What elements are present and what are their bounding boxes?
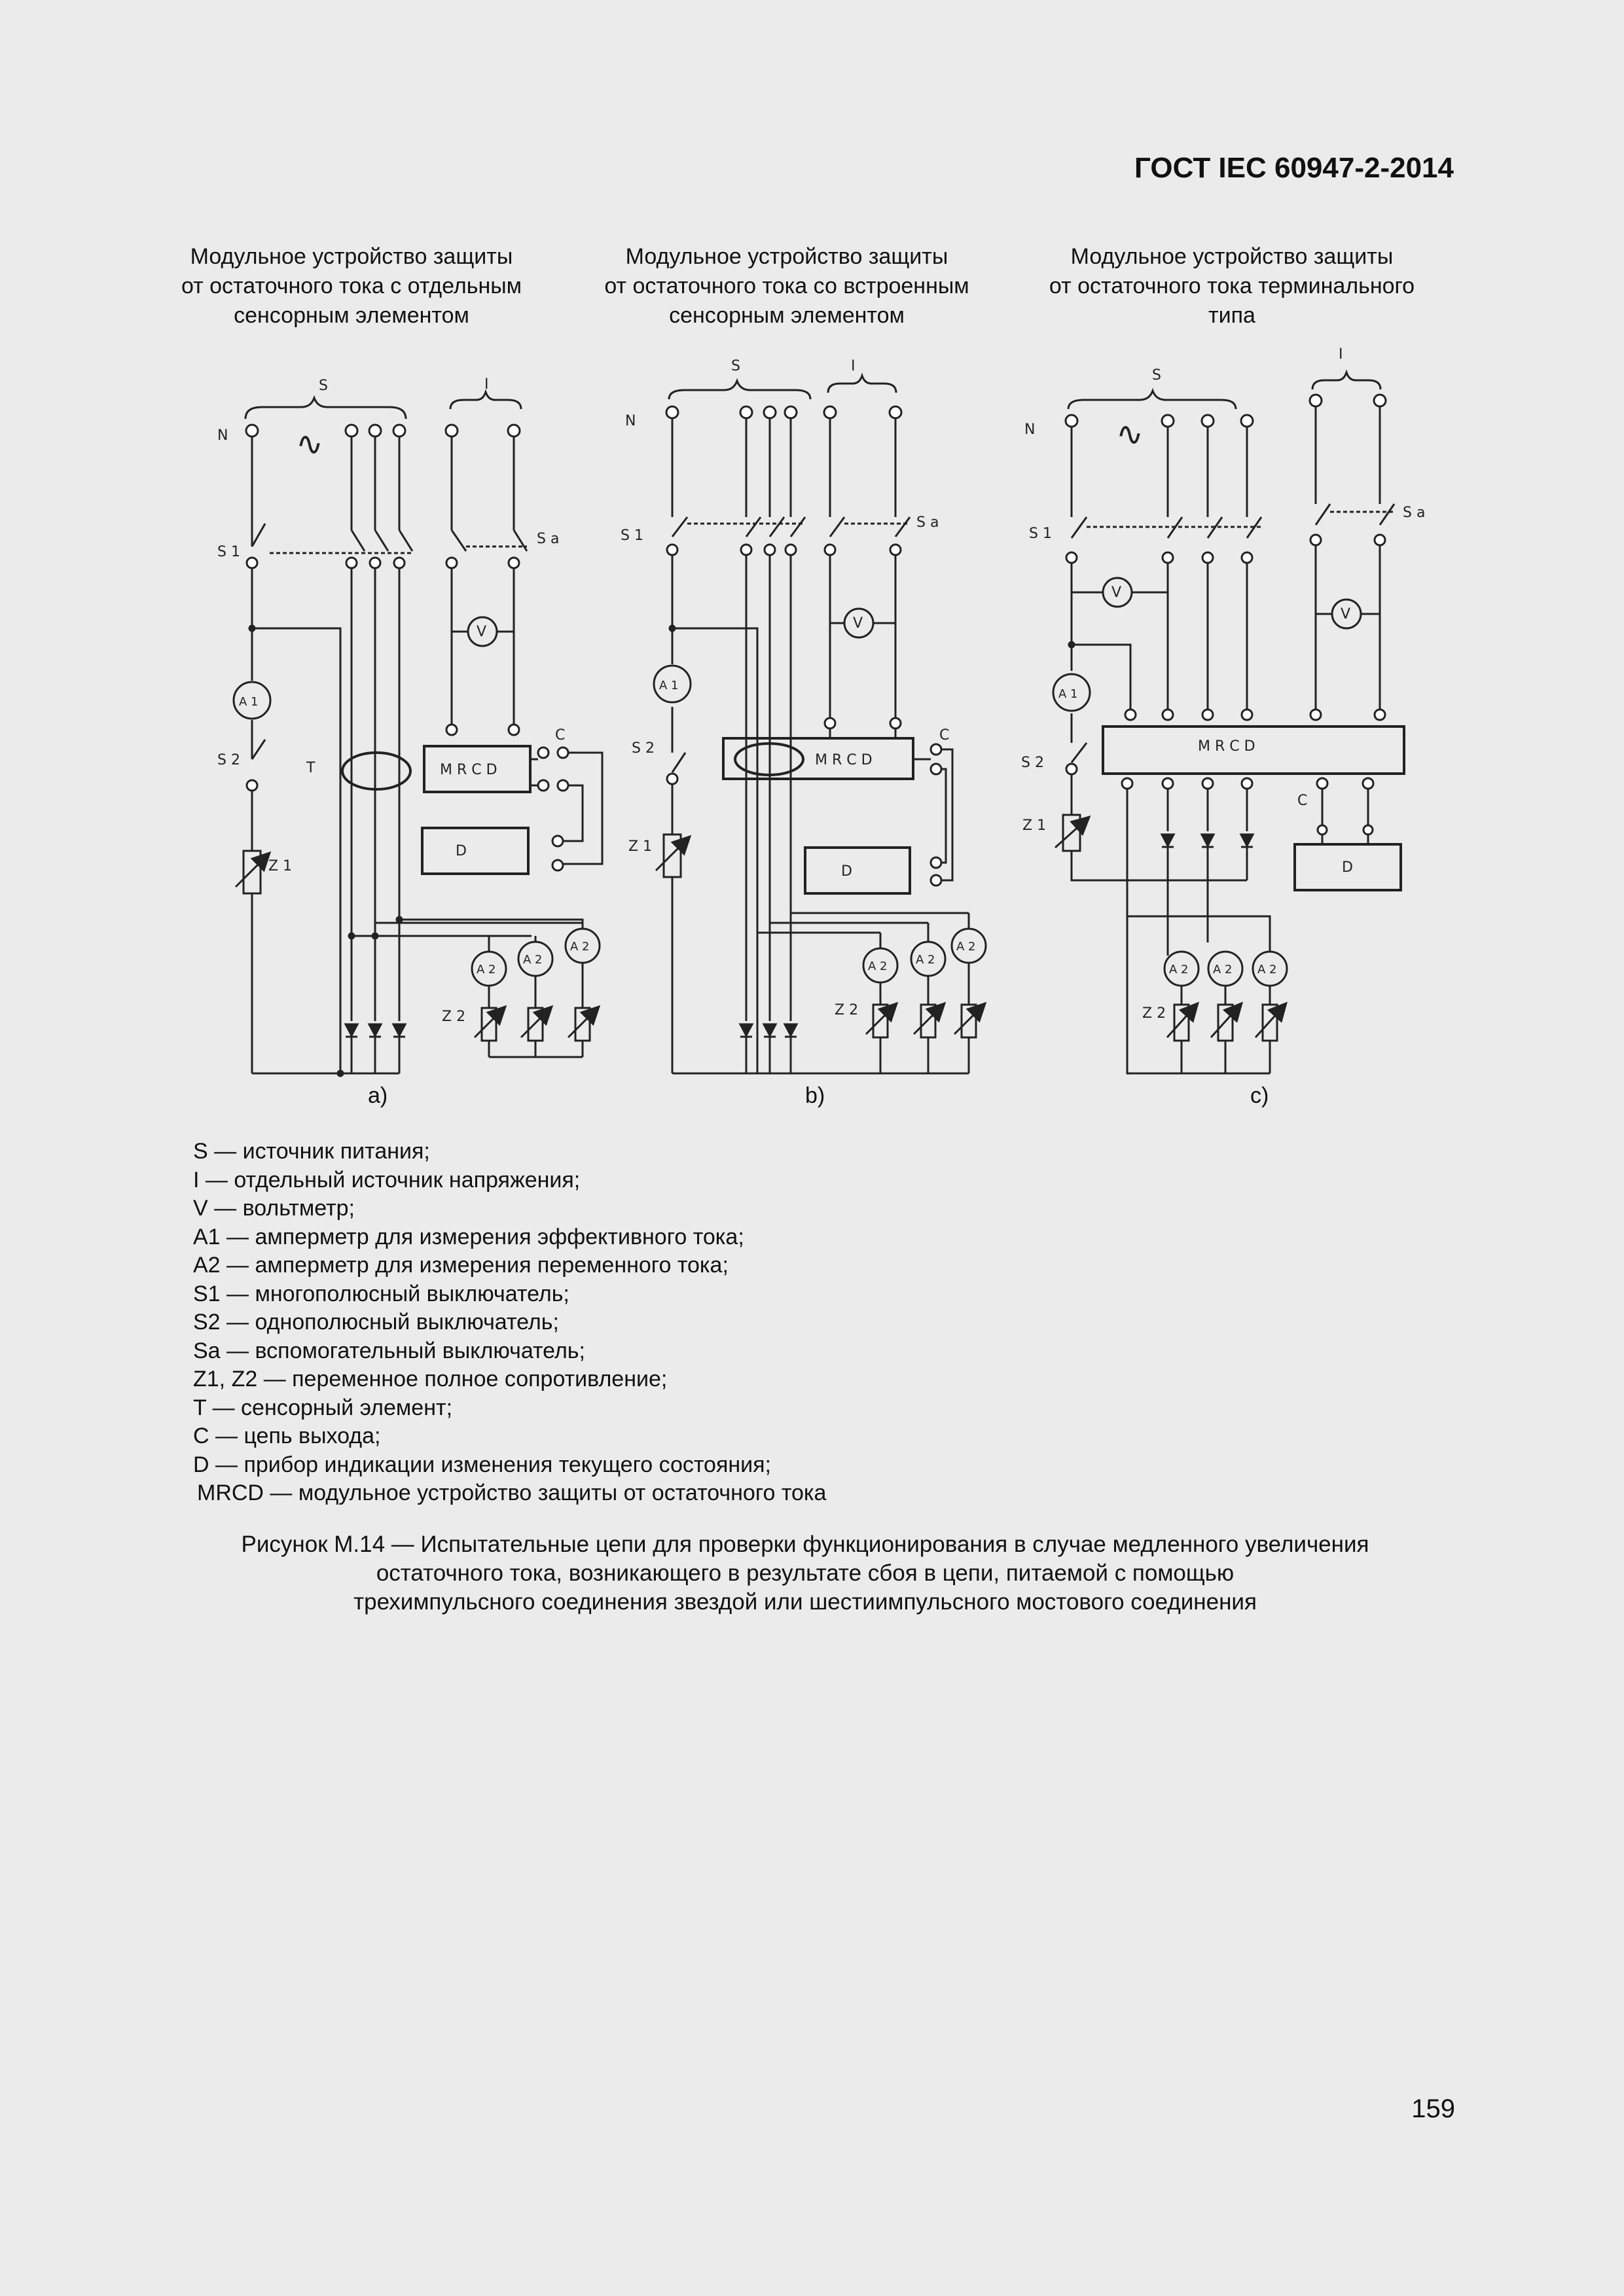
legend-item: V — вольтметр; <box>193 1196 355 1221</box>
label-sa: S a <box>916 514 939 531</box>
title-line: сенсорным элементом <box>234 303 469 328</box>
label-mrcd: M R C D <box>440 762 497 778</box>
label-z1: Z 1 <box>268 858 293 874</box>
title-line: от остаточного тока с отдельным <box>181 274 522 298</box>
legend-item: S2 — однополюсный выключатель; <box>193 1310 559 1335</box>
terminal <box>446 425 458 437</box>
label-a2: A 2 <box>1257 963 1277 977</box>
label-t: T <box>306 760 316 776</box>
legend-item: S1 — многополюсный выключатель; <box>193 1281 569 1306</box>
diagram-c-labels <box>1021 346 1425 1022</box>
title-line: Модульное устройство защиты <box>1070 244 1394 269</box>
label-s: S <box>319 378 328 394</box>
label-d: D <box>841 863 852 880</box>
sublabel-b: b) <box>805 1083 825 1108</box>
brace-s <box>1068 391 1236 409</box>
label-v: V <box>853 615 863 632</box>
label-z1: Z 1 <box>628 838 653 855</box>
label-z2: Z 2 <box>835 1002 859 1018</box>
label-z1: Z 1 <box>1022 817 1047 834</box>
diagram-a <box>234 392 602 1076</box>
brace-s <box>669 381 810 399</box>
label-a2: A 2 <box>477 963 496 977</box>
label-i: I <box>851 358 856 374</box>
standard-header: ГОСТ IEC 60947-2-2014 <box>1134 152 1454 184</box>
caption-line: Рисунок M.14 — Испытательные цепи для проверки функционирования в случае медленного увеличения <box>241 1532 1369 1557</box>
label-v: V <box>477 624 487 640</box>
label-sa: S a <box>537 531 560 547</box>
caption-line: остаточного тока, возникающего в результате сбоя в цепи, питаемой с помощью <box>376 1560 1235 1586</box>
sublabel-a: a) <box>368 1083 388 1108</box>
legend-item: T — сенсорный элемент; <box>193 1395 453 1420</box>
label-c: C <box>1297 793 1308 809</box>
figure-caption <box>151 1530 1460 1617</box>
label-a2: A 2 <box>956 940 976 954</box>
title-line: сенсорным элементом <box>669 303 905 328</box>
label-s1: S 1 <box>217 544 240 560</box>
legend-item: A1 — амперметр для измерения эффективного тока; <box>193 1224 744 1249</box>
brace-i <box>828 376 896 393</box>
circuit-diagrams <box>0 0 1624 1113</box>
label-a1: A 1 <box>239 695 259 709</box>
label-s2: S 2 <box>1021 755 1044 771</box>
legend-item: Sa — вспомогательный выключатель; <box>193 1338 585 1363</box>
indicator-d-box <box>805 848 910 893</box>
label-sa: S a <box>1403 505 1426 521</box>
label-c: C <box>939 727 950 744</box>
page-number: 159 <box>1411 2094 1455 2123</box>
label-n: N <box>217 427 228 444</box>
title-line: типа <box>1208 303 1255 328</box>
legend-item: S — источник питания; <box>193 1139 430 1164</box>
title-line: Модульное устройство защиты <box>625 244 948 269</box>
label-s1: S 1 <box>1029 526 1052 542</box>
label-s2: S 2 <box>217 752 240 768</box>
indicator-d-box <box>422 828 528 874</box>
impedance-z1 <box>664 834 681 877</box>
label-a1: A 1 <box>1058 687 1078 701</box>
terminal <box>369 425 381 437</box>
legend-item: C — цепь выхода; <box>193 1424 381 1448</box>
terminal <box>246 425 258 437</box>
legend <box>193 1138 826 1508</box>
label-i: I <box>484 376 489 393</box>
impedance-z1 <box>244 851 261 893</box>
label-a2: A 2 <box>868 960 888 973</box>
title-line: от остаточного тока терминального <box>1049 274 1415 298</box>
label-v: V <box>1341 606 1351 622</box>
label-a2: A 2 <box>1169 963 1189 977</box>
label-z2: Z 2 <box>442 1009 466 1025</box>
caption-line: трехимпульсного соединения звездой или шестиимпульсного мостового соединения <box>353 1589 1257 1615</box>
label-tilde: ∿ <box>296 425 323 463</box>
label-a2: A 2 <box>570 940 590 954</box>
sublabel-c: c) <box>1250 1083 1269 1108</box>
label-d: D <box>456 843 467 859</box>
wire <box>252 628 340 1073</box>
label-s1: S 1 <box>621 528 643 544</box>
label-n: N <box>1024 422 1036 438</box>
label-mrcd: M R C D <box>815 752 873 768</box>
title-line: от остаточного тока со встроенным <box>604 274 969 298</box>
diagram-a-labels <box>217 376 590 1025</box>
legend-item: A2 — амперметр для измерения переменного тока; <box>193 1253 729 1278</box>
label-z2: Z 2 <box>1142 1005 1166 1022</box>
label-v: V <box>1111 584 1122 601</box>
terminal <box>508 425 520 437</box>
brace-i <box>1312 372 1380 389</box>
label-s2: S 2 <box>632 740 655 757</box>
label-s: S <box>1152 367 1161 384</box>
label-a2: A 2 <box>916 953 935 967</box>
label-n: N <box>625 413 636 429</box>
legend-item: D — прибор индикации изменения текущего состояния; <box>193 1452 772 1477</box>
label-a2: A 2 <box>523 953 543 967</box>
legend-item: I — отдельный источник напряжения; <box>193 1167 581 1193</box>
label-a2: A 2 <box>1213 963 1233 977</box>
diagram-b <box>654 376 986 1073</box>
brace-s <box>245 398 406 419</box>
label-i: I <box>1339 346 1343 363</box>
label-a1: A 1 <box>659 679 679 692</box>
legend-item: MRCD — модульное устройство защиты от остаточного тока <box>197 1480 827 1505</box>
legend-item: Z1, Z2 — переменное полное сопротивление; <box>193 1367 668 1391</box>
label-d: D <box>1342 859 1353 876</box>
label-s: S <box>731 358 740 374</box>
terminal <box>393 425 405 437</box>
label-c: C <box>555 727 566 744</box>
terminal <box>346 425 357 437</box>
brace-i <box>450 392 521 409</box>
label-tilde: ∿ <box>1116 415 1144 453</box>
label-mrcd: M R C D <box>1198 738 1255 755</box>
title-line: Модульное устройство защиты <box>190 244 513 269</box>
diagram-b-labels <box>621 358 976 1018</box>
